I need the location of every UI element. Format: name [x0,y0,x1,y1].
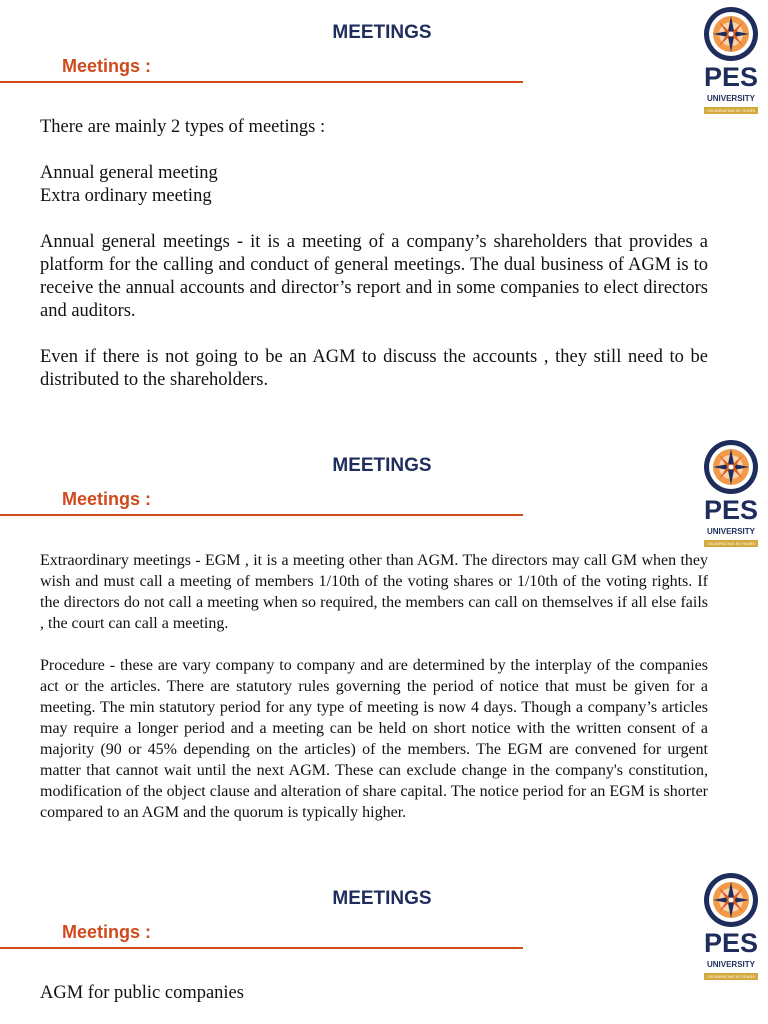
paragraph: AGM for public companies [40,983,244,1003]
divider [0,81,523,83]
logo-university-text: UNIVERSITY [706,527,755,536]
paragraph: There are mainly 2 types of meetings : [40,117,326,137]
logo-tagline: CELEBRATING 50 YEARS [704,107,758,114]
slide-3 [0,866,768,1024]
logo-tagline: CELEBRATING 50 YEARS [704,973,758,980]
pes-university-logo [700,6,762,116]
slide-subtitle: Meetings : [62,56,152,76]
slide-body [40,550,708,823]
logo-pes-text: PES [703,928,759,958]
divider [0,514,523,516]
paragraph: Annual general meetings - it is a meeting of a company’s shareholders that provides a platform for the calling and conduct of general meetings. The dual business of AGM is to receive the annual accounts and director’s report and in some companies to elect directors and auditors. [40,232,708,321]
logo-pes-text: PES [703,62,759,92]
logo-tagline: CELEBRATING 50 YEARS [704,540,758,547]
paragraph: Even if there is not going to be an AGM to discuss the accounts , they still need to be distributed to the shareholders. [40,347,708,390]
slide-2 [0,433,768,866]
logo-university-text: UNIVERSITY [706,94,755,103]
slide-body [40,116,708,392]
slide-subtitle: Meetings : [62,489,152,509]
slide-title: MEETINGS [332,22,432,43]
slide-body [40,982,708,1005]
list-item: Annual general meeting [40,163,218,183]
pes-university-logo [700,439,762,549]
slide-1 [0,0,768,433]
pes-university-logo [700,872,762,982]
list-item: Extra ordinary meeting [40,186,212,206]
divider [0,947,523,949]
paragraph: Extraordinary meetings - EGM , it is a meeting other than AGM. The directors may call GM when they wish and must call a meeting of members 1/10th of the voting shares or 1/10th of the voting rights. If the directors do not call a meeting when so required, the members can call on themselves if all else fails , the court can call a meeting. [40,552,708,632]
slide-subtitle: Meetings : [62,922,152,942]
slide-title: MEETINGS [332,888,432,909]
logo-pes-text: PES [703,495,759,525]
paragraph: Procedure - these are vary company to company and are determined by the interplay of the companies act or the articles. There are statutory rules governing the period of notice that must be given for a meeting. The min statutory period for any type of meeting is now 4 days. Though a company’s articles may require a longer period and a meeting can be held on short notice with the written consent of a majority (90 or 45% depending on the articles) of the members. The EGM are convened for urgent matter that cannot wait until the next AGM. These can exclude change in the company's constitution, modification of the object clause and alteration of share capital. The notice period for an EGM is shorter compared to an AGM and the quorum is typically higher. [40,657,708,821]
slide-title: MEETINGS [332,455,432,476]
logo-university-text: UNIVERSITY [706,960,755,969]
